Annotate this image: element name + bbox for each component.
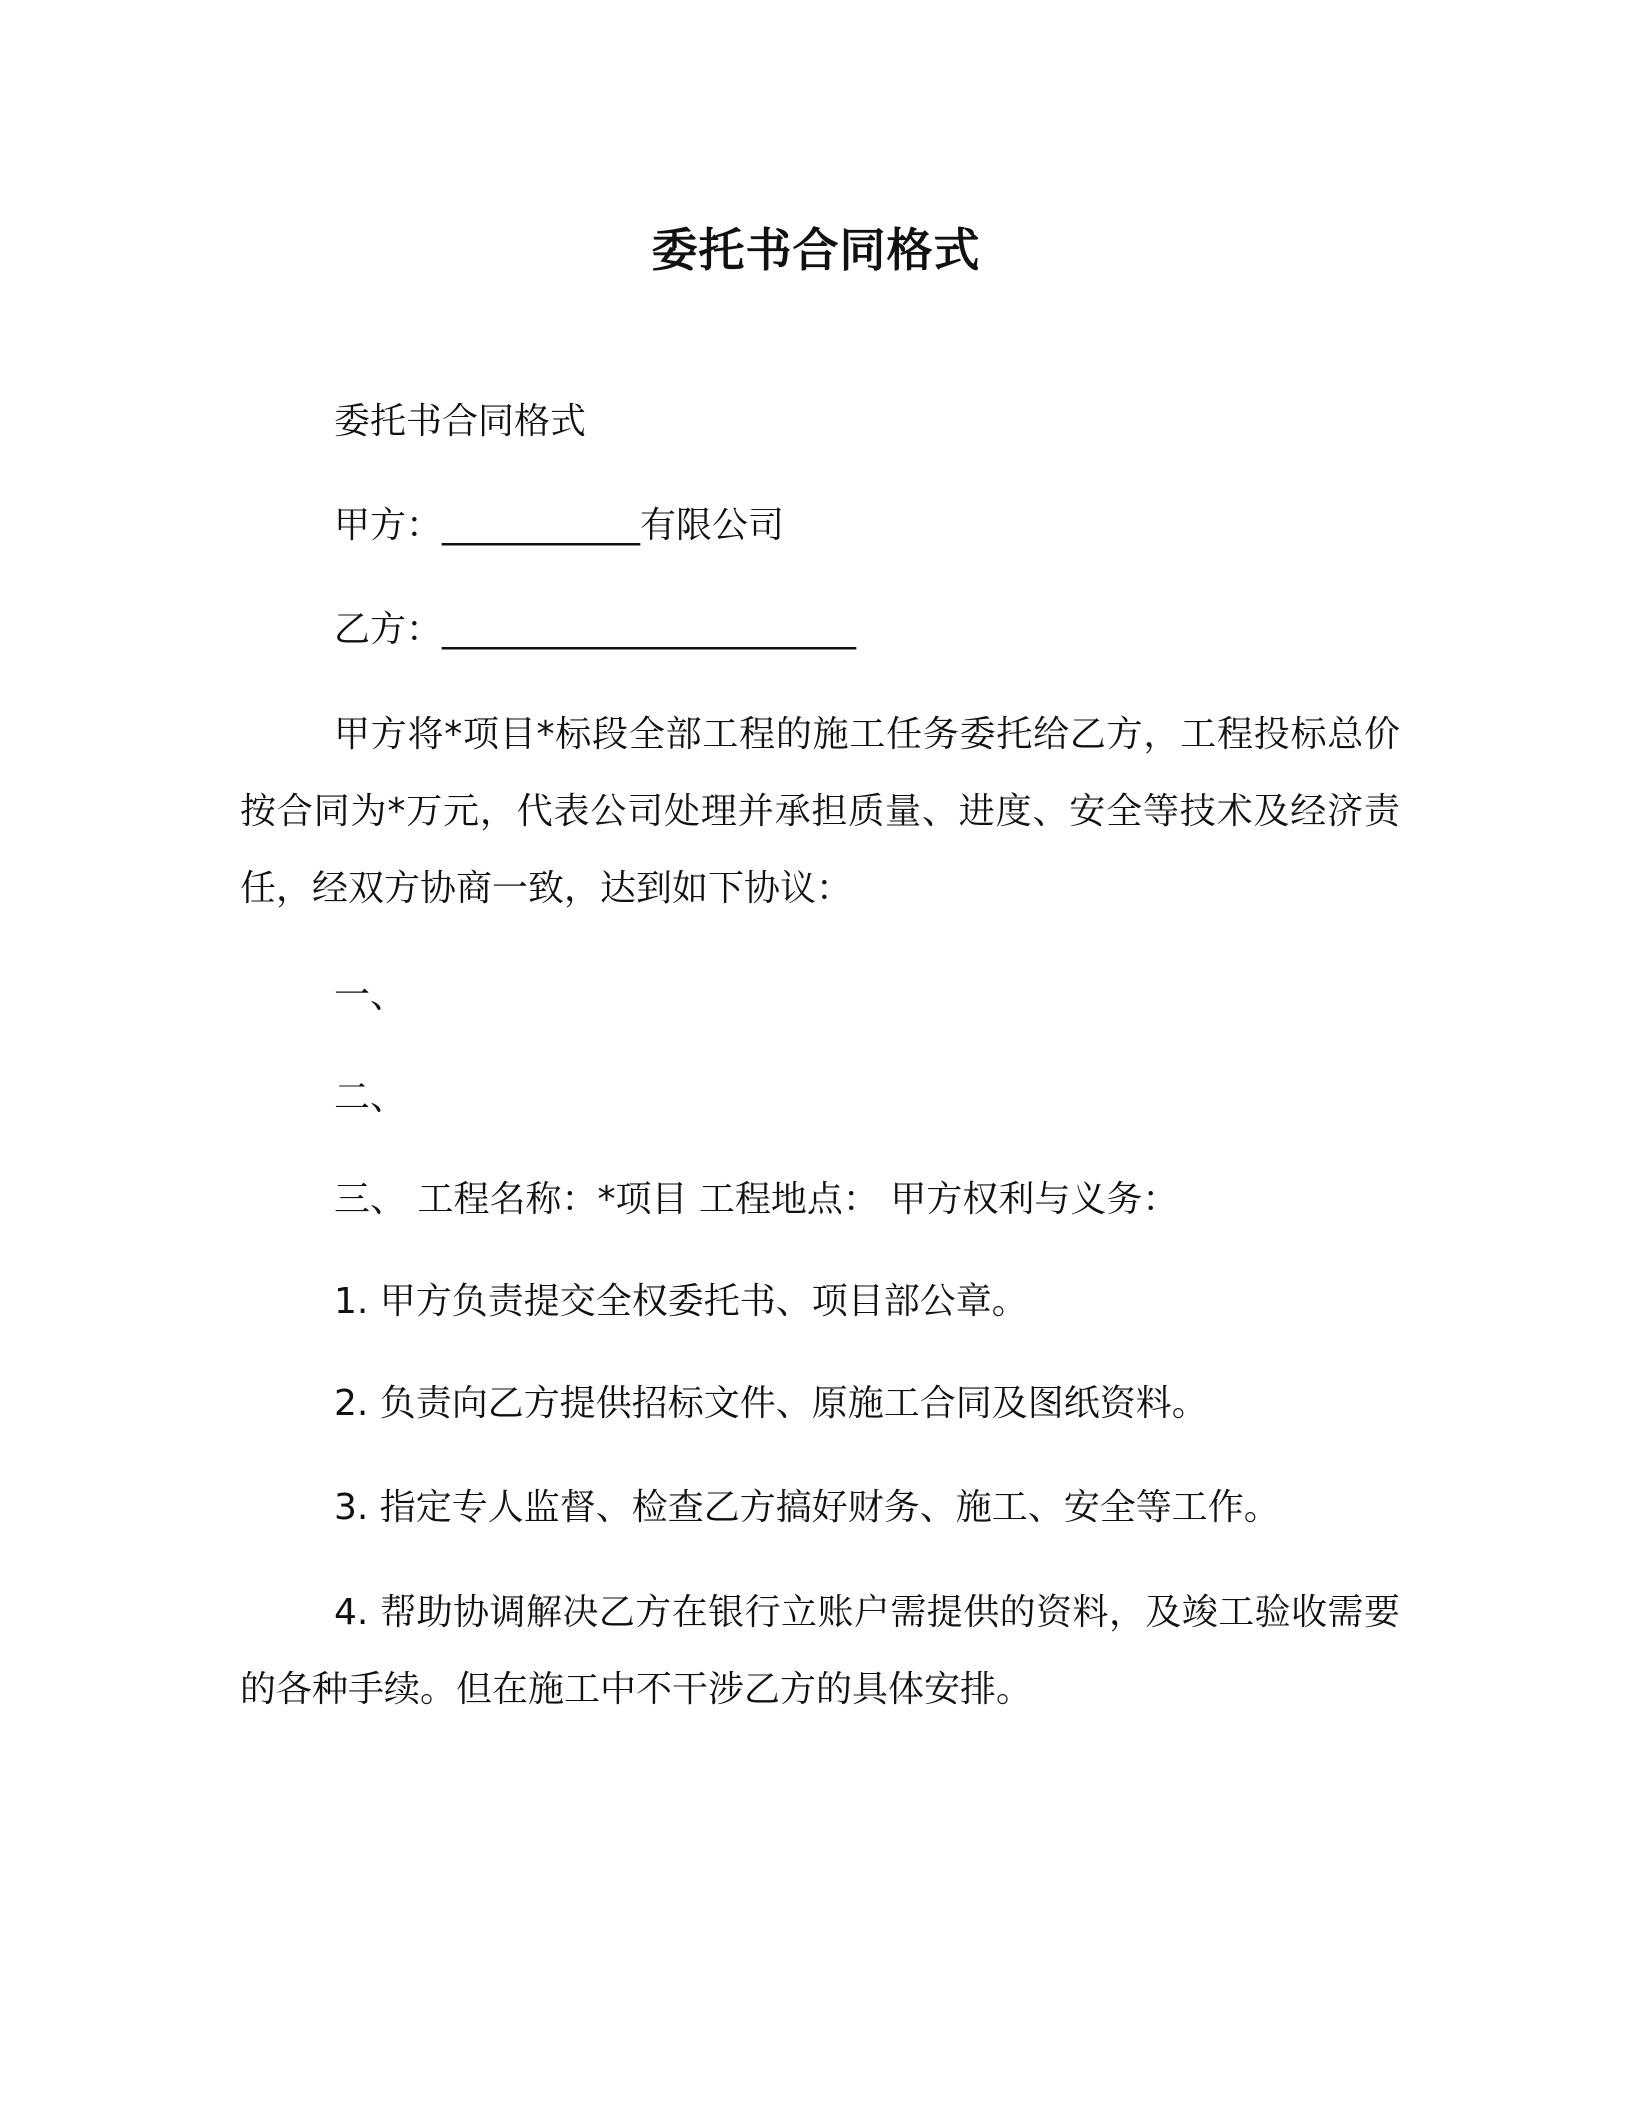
section-3-heading: 三、 工程名称：*项目 工程地点： 甲方权利与义务：: [334, 1179, 1179, 1220]
list-item-2: 2. 负责向乙方提供招标文件、原施工合同及图纸资料。: [334, 1383, 1208, 1424]
section-1-heading: 一、: [334, 975, 407, 1016]
party-a-line: 甲方：___________有限公司: [334, 505, 785, 546]
subtitle: 委托书合同格式: [334, 401, 587, 442]
party-b-line: 乙方：_______________________: [334, 609, 857, 650]
section-2-heading: 二、: [334, 1077, 407, 1118]
document-title: 委托书合同格式: [651, 223, 981, 277]
list-item-4: 4. 帮助协调解决乙方在银行立账户需提供的资料，及竣工验收需要的各种手续。但在施工中不干涉乙方的具体安排。: [240, 1592, 1400, 1710]
list-item-3: 3. 指定专人监督、检查乙方搞好财务、施工、安全等工作。: [334, 1487, 1280, 1528]
list-item-1: 1. 甲方负责提交全权委托书、项目部公章。: [334, 1281, 1028, 1322]
intro-paragraph: 甲方将*项目*标段全部工程的施工任务委托给乙方，工程投标总价按合同为*万元，代表公司处理并承担质量、进度、安全等技术及经济责任，经双方协商一致，达到如下协议：: [240, 714, 1400, 909]
